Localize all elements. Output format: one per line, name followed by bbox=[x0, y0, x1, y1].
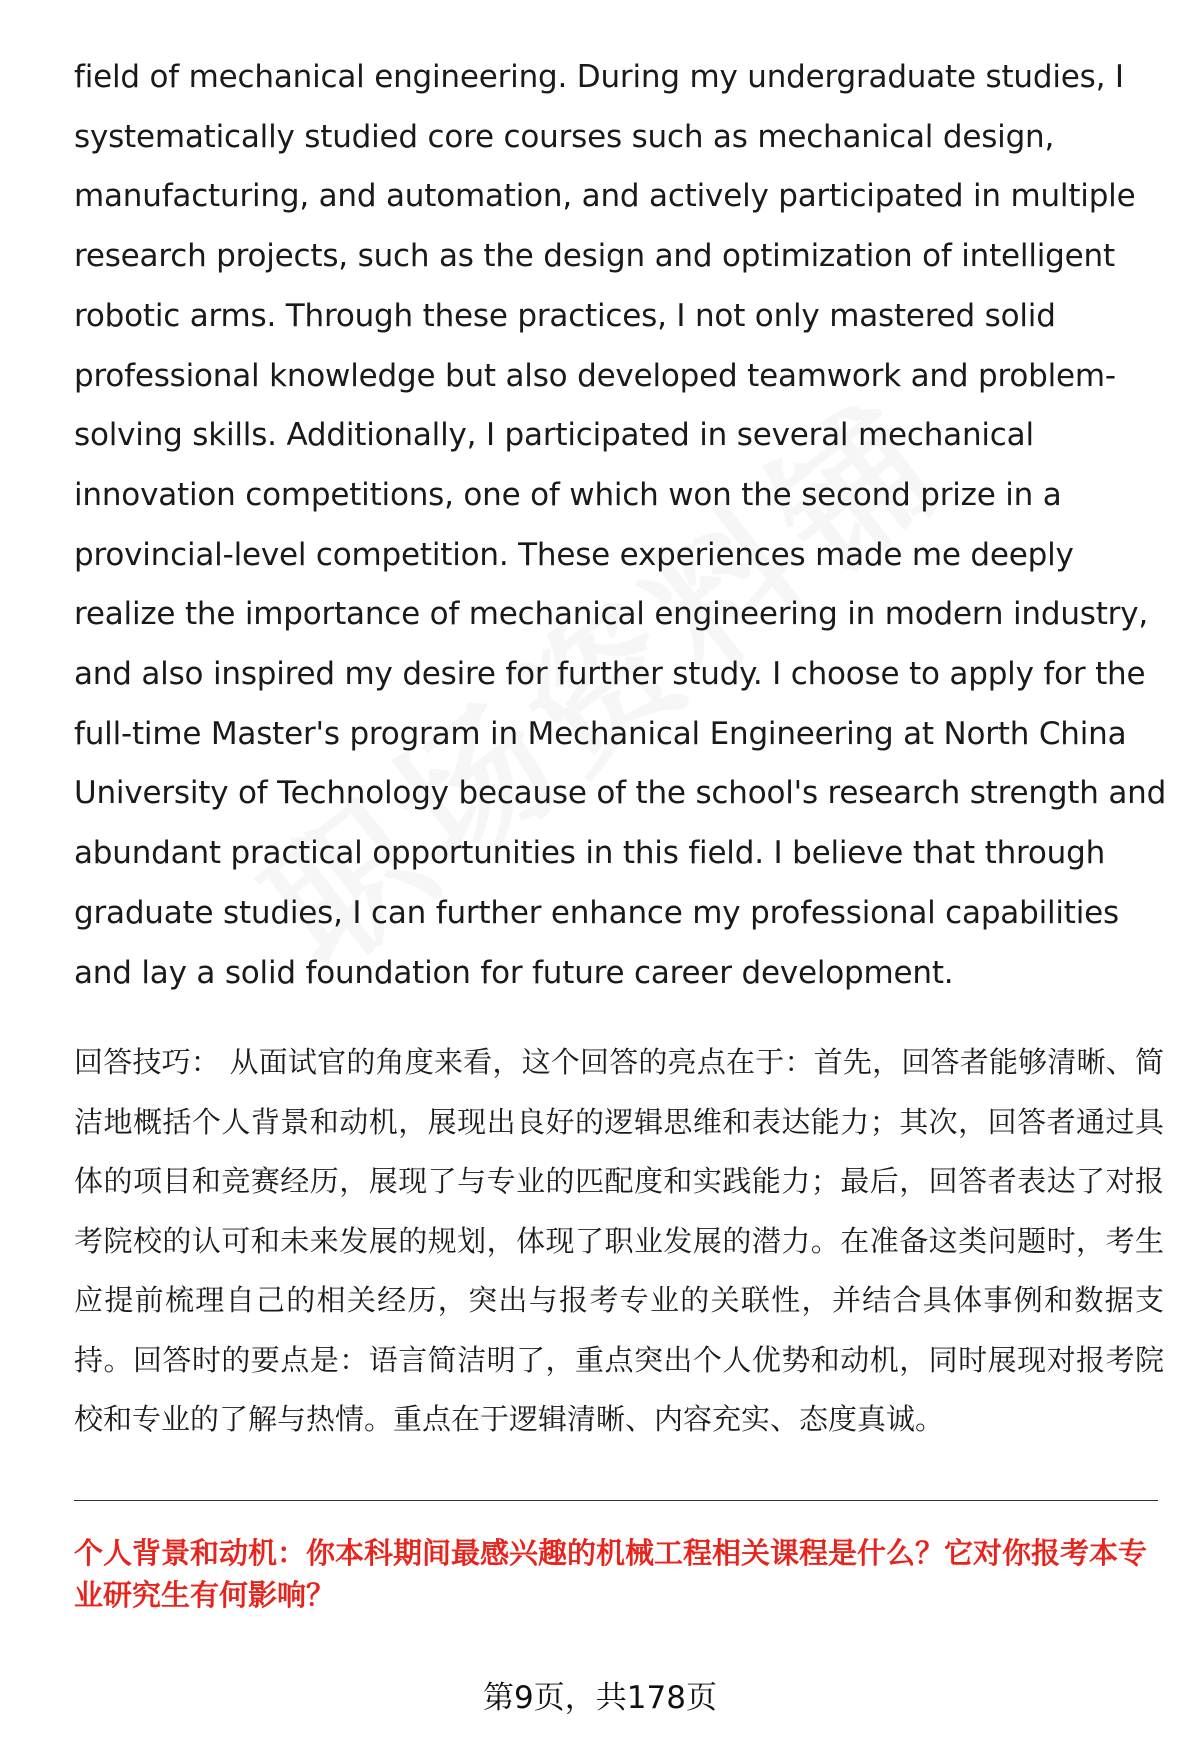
question-heading: 个人背景和动机：你本科期间最感兴趣的机械工程相关课程是什么？它对你报考本专业研究生有何影响？ bbox=[74, 1536, 1148, 1612]
answer-paragraph: field of mechanical engineering. During my undergraduate studies, I systematically studied core courses such as mechanical design, manufacturing, and automation, and actively participated in multiple research projects, such as the design and optimization of intelligent robotic arms. Through these practices, I not only mastered solid professional knowledge but also developed teamwork and problem-solving skills. Additionally, I participated in several mechanical innovation competitions, one of which won the second prize in a provincial-level competition. These experiences made me deeply realize the importance of mechanical engineering in modern industry, and also inspired my desire for further study. I choose to apply for the full-time Master's program in Mechanical Engineering at North China University of Technology because of the school's research strength and abundant practical opportunities in this field. I believe that through graduate studies, I can further enhance my professional capabilities and lay a solid foundation for future career development. bbox=[74, 59, 1167, 991]
section-divider bbox=[74, 1500, 1158, 1501]
tips-label: 回答技巧： bbox=[74, 1045, 221, 1079]
tips-text: 从面试官的角度来看，这个回答的亮点在于：首先，回答者能够清晰、简洁地概括个人背景和动机，展现出良好的逻辑思维和表达能力；其次，回答者通过具体的项目和竞赛经历，展现了与专业的匹配度和实践能力；最后，回答者表达了对报考院校的认可和未来发展的规划，体现了职业发展的潜力。在准备这类问题时，考生应提前梳理自己的相关经历，突出与报考专业的关联性，并结合具体事例和数据支持。回答时的要点是：语言简洁明了，重点突出个人优势和动机，同时展现对报考院校和专业的了解与热情。重点在于逻辑清晰、内容充实、态度真诚。 bbox=[74, 1045, 1164, 1436]
answer-tips-paragraph bbox=[74, 1033, 1164, 1450]
page-number: 第9页，共178页 bbox=[483, 1680, 717, 1716]
